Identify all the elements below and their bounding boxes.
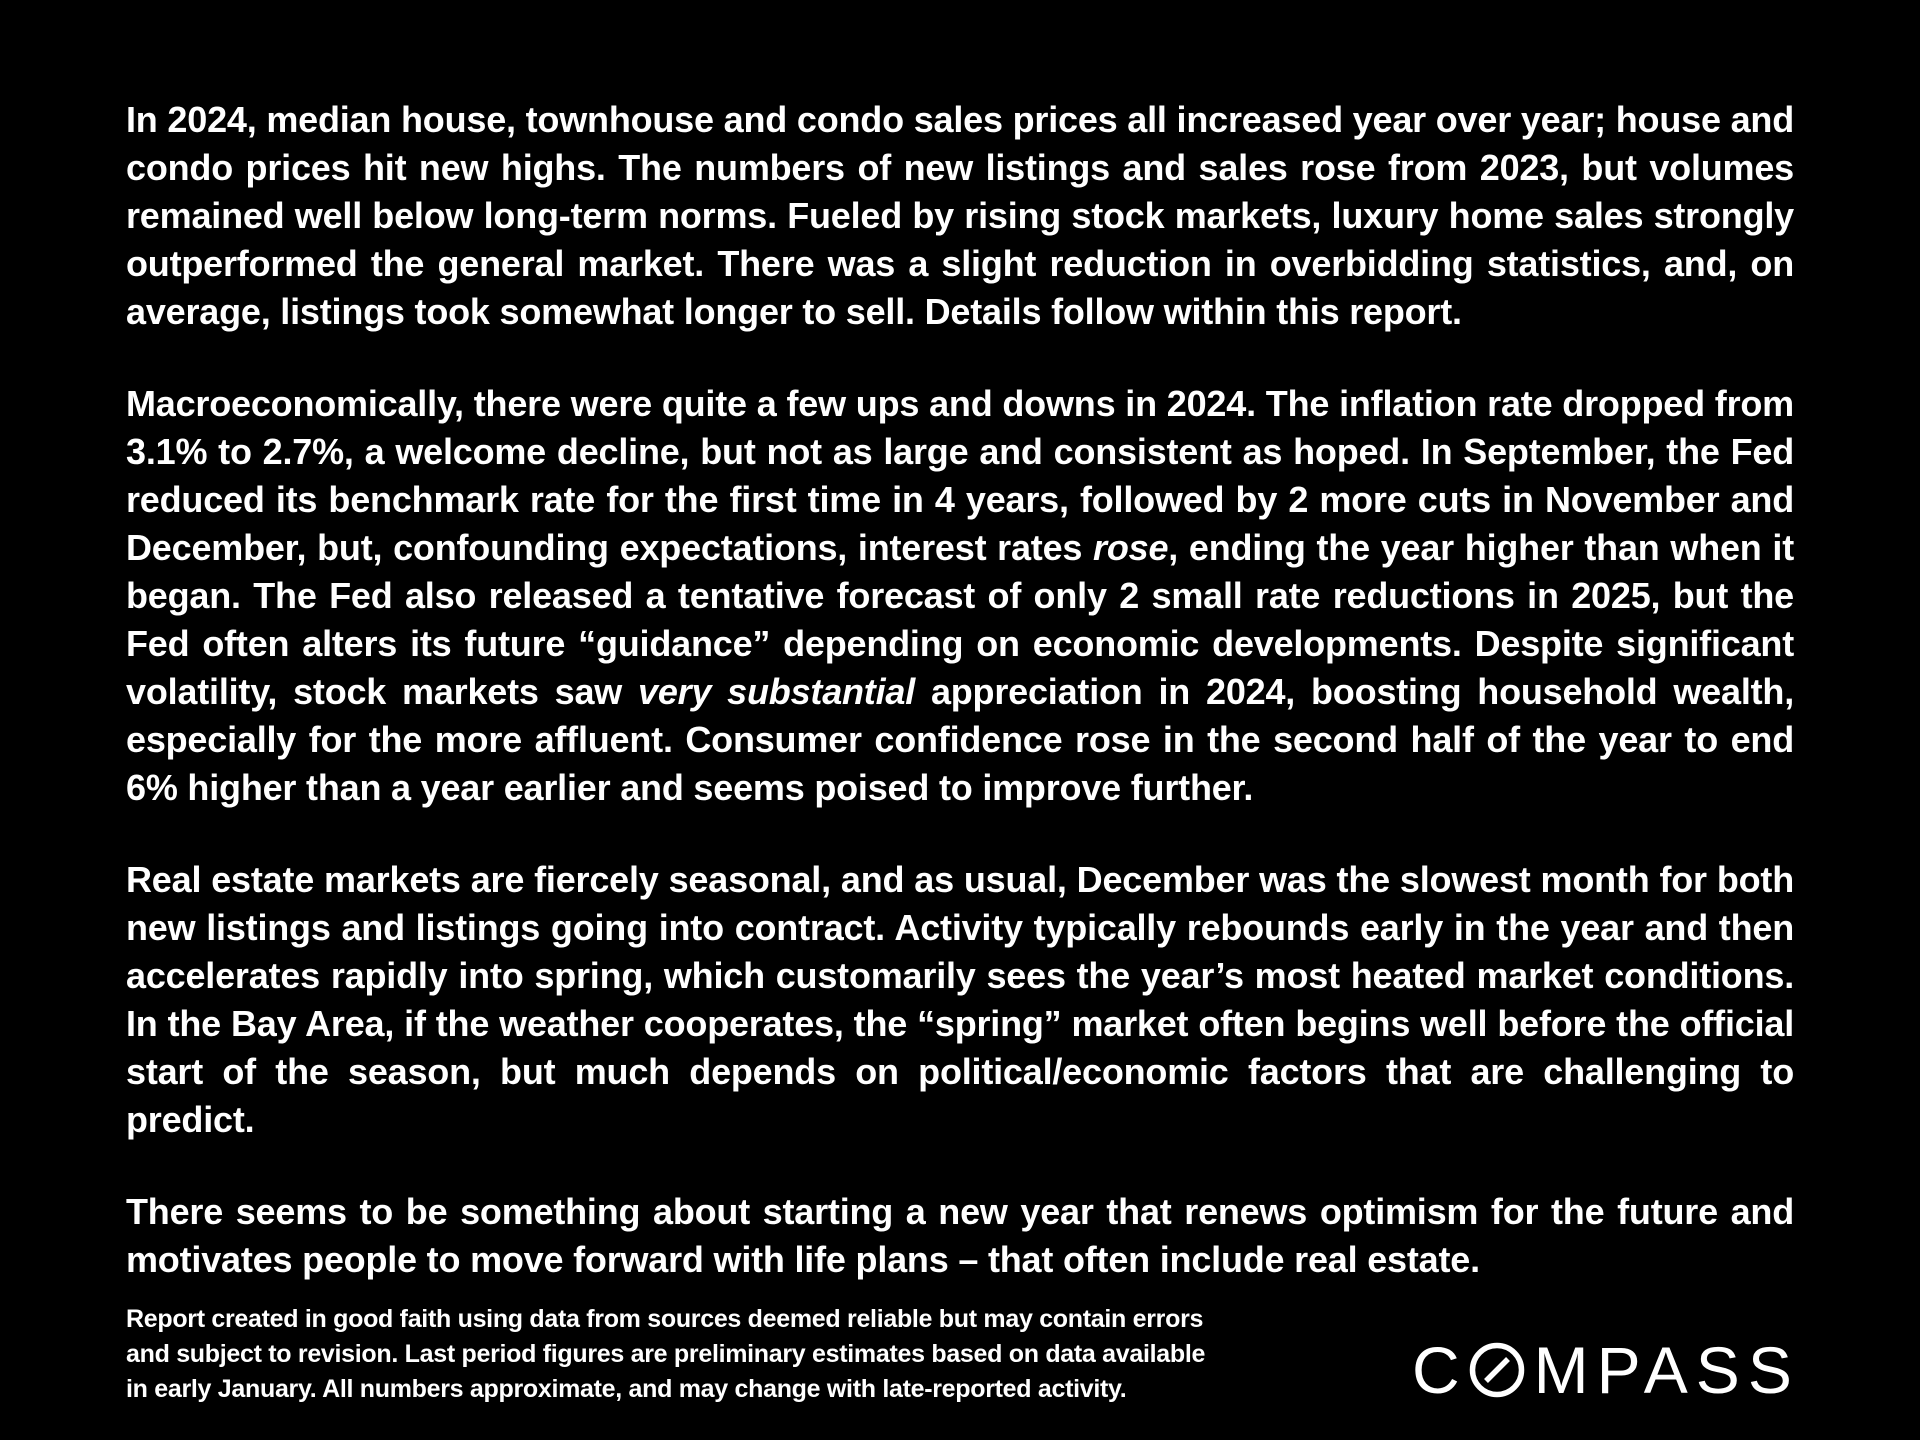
disclaimer-line-2: and subject to revision. Last period figures are preliminary estimates based on data available [126, 1340, 1206, 1368]
disclaimer-line-3: in early January. All numbers approximate, and may change with late-reported activity. [126, 1375, 1127, 1403]
disclaimer-line-1: Report created in good faith using data from sources deemed reliable but may contain errors [126, 1305, 1204, 1333]
paragraph-market-summary: In 2024, median house, townhouse and condo sales prices all increased year over year; house and condo prices hit new highs. The numbers of new listings and sales rose from 2023, but volumes remained well below long-term norms. Fueled by rising stock markets, luxury home sales strongly outperformed the general market. There was a slight reduction in overbidding statistics, and, on average, listings took somewhat longer to sell. Details follow within this report. [126, 99, 1794, 332]
disclaimer [126, 1302, 1276, 1407]
macro-emphasis-rose: rose [1093, 527, 1169, 568]
logo-letters-mpass: MPASS [1533, 1333, 1800, 1407]
paragraph-seasonality: Real estate markets are fiercely seasonal, and as usual, December was the slowest month for both new listings and listings going into contract. Activity typically rebounds early in the year and then accelerates rapidly into spring, which customarily sees the year’s most heated market conditions. In the Bay Area, if the weather cooperates, the “spring” market often begins well before the official start of the season, but much depends on political/economic factors that are challenging to predict. [126, 859, 1794, 1140]
macro-text-part-1: Macroeconomically, there were quite a few ups and downs in 2024. The inflation rate dropped from 3.1% to 2.7%, a welcome decline, but not as large and consistent as hoped. In September, the Fed reduced its benchmark rate for the first time in 4 years, followed by 2 more cuts in November and December, but, confounding expectations, interest rates [126, 383, 1794, 568]
logo-letter-c: C [1412, 1333, 1468, 1407]
compass-o-icon [1468, 1341, 1526, 1399]
macro-text-part-3: appreciation in 2024, boosting household wealth, especially for the more affluent. Consumer confidence rose in the second half of the year to end 6% higher than a year earlier and seems poised to improve further. [126, 671, 1794, 808]
compass-logo [1412, 1333, 1822, 1407]
paragraph-new-year: There seems to be something about starting a new year that renews optimism for the future and motivates people to move forward with life plans – that often include real estate. [126, 1191, 1794, 1280]
paragraph-macroeconomics [126, 380, 1794, 812]
macro-emphasis-very-substantial: very substantial [638, 671, 916, 712]
report-body [126, 96, 1794, 1328]
macro-text-part-2: , ending the year higher than when it began. The Fed also released a tentative forecast of only 2 small rate reductions in 2025, but the Fed often alters its future “guidance” depending on economic developments. Despite significant volatility, stock markets saw [126, 527, 1794, 712]
